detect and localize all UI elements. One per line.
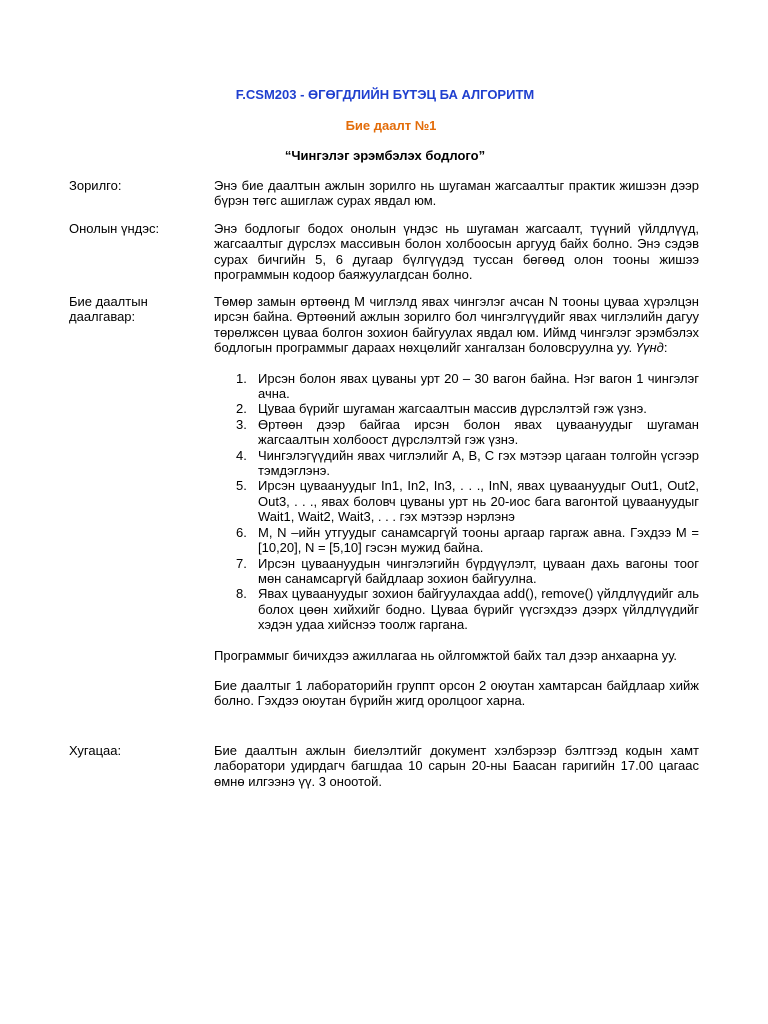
list-item-number: 7. [236,555,247,571]
goal-paragraph: Энэ бие даалтын ажлын зорилго нь шугаман жагсаалтыг практик жишээн дээр бүрэн төгс ашиглаж сурах явдал юм. [214,178,699,209]
list-item [214,371,699,402]
list-item [214,448,699,479]
list-item [214,401,699,416]
list-item-text: Явах цуваануудыг зохион байгуулахдаа add(), remove() үйлдлүүдийг аль болох цөөн хийхийг бодно. Цуваа бүрийг үүсгэхдээ дээрх үйлдлүүдийг хэдэн удаа хийснээ тоолж гаргана. [258,586,699,633]
list-item-number: 1. [236,370,247,386]
list-item-text: Чингэлэгүүдийн явах чиглэлийг A, B, C гэх мэтээр цагаан толгойн үсгээр тэмдэглэнэ. [258,447,699,479]
list-item-number: 5. [236,478,247,494]
list-item [214,586,699,632]
theory-label: Онолын үндэс: [69,221,160,236]
list-item-number: 6. [236,524,247,540]
list-item-text: Ирсэн цуваануудыг In1, In2, In3, . . ., InN, явах цуваануудыг Out1, Out2, Out3, . . ., явах боловч цуваны урт нь 20-иос бага вагонтой цуваануудыг Wait1, Wait2, Wait3, . . . гэх мэтээр нэрлэнэ [258,478,699,525]
list-item [214,417,699,448]
task-intro-text: Төмөр замын өртөөнд M чиглэлд явах чингэлэг ачсан N тооны цуваа хүрэлцэн ирсэн байна. Өртөөний ажлын зорилго бол чингэлгүүдийг явах чиглэлийн дагуу төрөлжсөн цуваа болгон зохион байгуулах явдал юм. Иймд чингэлэг эрэмбэлэх бодлогын программыг дараах нөхцөлийг хангалзан боловсруулна уу. [214,294,699,356]
list-item-number: 4. [236,447,247,463]
task-intro-end: : [663,340,668,356]
list-item-number: 3. [236,416,247,432]
list-item-text: Цуваа бүрийг шугаман жагсаалтын массив дүрслэлтэй гэж үзнэ. [258,401,647,417]
list-item [214,556,699,587]
list-item [214,525,699,556]
deadline-text [214,743,699,789]
problem-title: “Чингэлэг эрэмбэлэх бодлого” [284,148,486,163]
goal-label: Зорилго: [69,178,122,193]
theory-text [214,221,699,283]
section-task [69,294,699,709]
task-note-2: Бие даалтыг 1 лабораторийн группт орсон 2 оюутан хамтарсан байдлаар хийж болно. Гэхдээ оюутан бүрийн жигд оролцоог харна. [214,677,699,709]
task-intro-italic: Үүнд [635,340,664,356]
section-goal [69,178,699,209]
list-item-number: 2. [236,401,247,417]
list-item-text: Өртөөн дээр байгаа ирсэн болон явах цуваануудыг шугаман жагсаалтын холбоост дүрслэлтэй гэж үзнэ. [258,416,699,448]
task-note-1: Программыг бичихдээ ажиллагаа нь ойлгомжтой байх тал дээр анхаарна уу. [214,647,678,663]
section-theory [69,221,699,283]
goal-text [214,178,699,209]
assignment-number: Бие даалт №1 [345,118,437,133]
list-item [214,478,699,524]
task-intro [214,294,699,356]
list-item-text: Ирсэн цуваануудын чингэлэгийн бүрдүүлэлт, цуваан дахь вагоны тоог мөн санамсаргүй байдлаар зохион байгуулна. [258,555,699,586]
task-content [214,294,699,709]
list-item-text: Ирсэн болон явах цуваны урт 20 – 30 вагон байна. Нэг вагон 1 чингэлэг ачна. [258,370,699,402]
deadline-paragraph: Бие даалтын ажлын биелэлтийг документ хэлбэрээр бэлтгээд кодын хамт лаборатори удирдагч багшдаа 10 сарын 20-ны Баасан гаригийн 17.00 цагаас өмнө илгээнэ үү. 3 оноотой. [214,743,699,789]
course-title: F.CSM203 - ӨГӨГДЛИЙН БҮТЭЦ БА АЛГОРИТМ [235,87,535,102]
task-list [214,371,699,633]
deadline-label: Хугацаа: [69,743,122,758]
list-item-number: 8. [236,586,247,602]
list-item-text: M, N –ийн утгуудыг санамсаргүй тооны аргаар гаргаж авна. Гэхдээ M = [10,20], N = [5,10] гэсэн мужид байна. [258,524,699,556]
section-deadline [69,743,699,789]
task-label: Бие даалтын даалгавар: [69,294,148,325]
theory-paragraph: Энэ бодлогыг бодох онолын үндэс нь шугаман жагсаалт, түүний үйлдлүүд, жагсаалтыг дүрслэх массивын болон холбоосын аргууд байх болно. Энэ сэдэв сурах бичгийн 5, 6 дугаар бүлгүүдэд туссан бөгөөд олон тооны жишээ программын кодоор баяжуулагдсан болно. [214,221,699,283]
